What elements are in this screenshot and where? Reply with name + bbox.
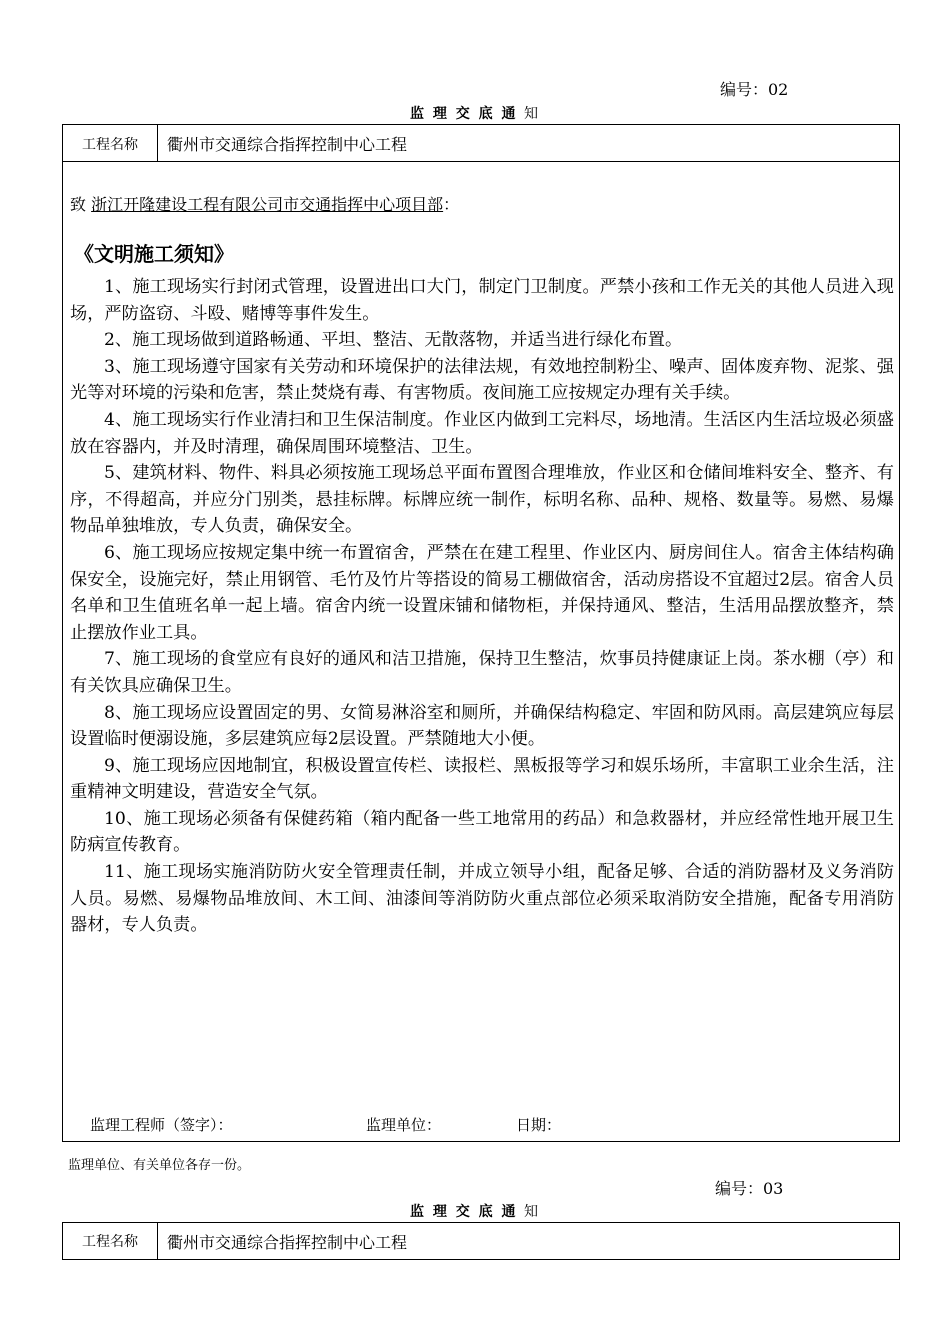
project-row xyxy=(62,124,900,162)
paragraph: 7、施工现场的食堂应有良好的通风和洁卫措施，保持卫生整洁，炊事员持健康证上岗。茶水棚（亭）和有关饮具应确保卫生。 xyxy=(70,649,894,696)
recipient-suffix: ： xyxy=(443,195,460,214)
signature-engineer: 监理工程师（签字）： xyxy=(90,1116,233,1134)
paragraph: 11、施工现场实施消防防火安全管理责任制，并成立领导小组，配备足够、合适的消防器材及义务消防人员。易燃、易爆物品堆放间、木工间、油漆间等消防防火重点部位必须采取消防安全措施，配备专用消防器材，专人负责。 xyxy=(70,862,894,936)
project-row-2 xyxy=(62,1222,900,1260)
project-name: 衢州市交通综合指挥控制中心工程 xyxy=(167,135,408,154)
document-title-tail-2: 知 xyxy=(517,1204,540,1220)
serial-number: 编号：02 xyxy=(720,80,789,99)
footnote: 监理单位、有关单位各存一份。 xyxy=(68,1158,251,1173)
project-label-2: 工程名称 xyxy=(63,1223,158,1259)
signature-date: 日期： xyxy=(516,1116,562,1134)
recipient-company: 浙江开隆建设工程有限公司市交通指挥中心项目部 xyxy=(91,195,444,214)
section-heading: 《文明施工须知》 xyxy=(74,242,234,266)
paragraph: 3、施工现场遵守国家有关劳动和环境保护的法律法规，有效地控制粉尘、噪声、固体废弃物、泥浆、强光等对环境的污染和危害，禁止焚烧有毒、有害物质。夜间施工应按规定办理有关手续。 xyxy=(70,356,894,404)
paragraph: 9、施工现场应因地制宜，积极设置宣传栏、读报栏、黑板报等学习和娱乐场所，丰富职工业余生活，注重精神文明建设，营造安全气氛。 xyxy=(70,755,894,803)
serial-number-2: 编号：03 xyxy=(715,1179,784,1198)
project-label: 工程名称 xyxy=(63,125,158,162)
signature-unit: 监理单位： xyxy=(366,1116,442,1134)
notice-body-box xyxy=(62,161,900,1142)
notice-paragraphs xyxy=(70,274,894,939)
document-title-main: 监 理 交 底 通 xyxy=(410,106,518,122)
document-title-main-2: 监 理 交 底 通 xyxy=(410,1204,518,1220)
recipient-prefix: 致 xyxy=(70,195,92,214)
paragraph: 1、施工现场实行封闭式管理，设置进出口大门，制定门卫制度。严禁小孩和工作无关的其他人员进入现场，严防盗窃、斗殴、赌博等事件发生。 xyxy=(70,277,894,324)
paragraph: 10、施工现场必须备有保健药箱（箱内配备一些工地常用的药品）和急救器材，并应经常性地开展卫生防病宣传教育。 xyxy=(70,808,894,856)
document-title xyxy=(0,103,950,123)
paragraph: 5、建筑材料、物件、料具必须按施工现场总平面布置图合理堆放，作业区和仓储间堆料安全、整齐、有序，不得超高，并应分门别类，悬挂标牌。标牌应统一制作，标明名称、品种、规格、数量等。易燃、易爆物品单独堆放，专人负责，确保安全。 xyxy=(70,463,894,537)
document-title-2 xyxy=(0,1201,950,1221)
recipient-line xyxy=(70,192,459,215)
project-name-2: 衢州市交通综合指挥控制中心工程 xyxy=(167,1232,408,1252)
paragraph: 2、施工现场做到道路畅通、平坦、整洁、无散落物，并适当进行绿化布置。 xyxy=(104,330,683,351)
document-title-tail: 知 xyxy=(517,106,540,122)
paragraph: 8、施工现场应设置固定的男、女简易淋浴室和厕所，并确保结构稳定、牢固和防风雨。高层建筑应每层设置临时便溺设施，多层建筑应每2层设置。严禁随地大小便。 xyxy=(70,702,894,750)
paragraph: 4、施工现场实行作业清扫和卫生保洁制度。作业区内做到工完料尽，场地清。生活区内生活垃圾必须盛放在容器内，并及时清理，确保周围环境整洁、卫生。 xyxy=(70,409,894,457)
paragraph: 6、施工现场应按规定集中统一布置宿舍，严禁在在建工程里、作业区内、厨房间住人。宿舍主体结构确保安全，设施完好，禁止用钢管、毛竹及竹片等搭设的简易工棚做宿舍，活动房搭设不宜超过2层。宿舍人员名单和卫生值班名单一起上墙。宿舍内统一设置床铺和储物柜，并保持通风、整洁，生活用品摆放整齐，禁止摆放作业工具。 xyxy=(70,542,894,643)
